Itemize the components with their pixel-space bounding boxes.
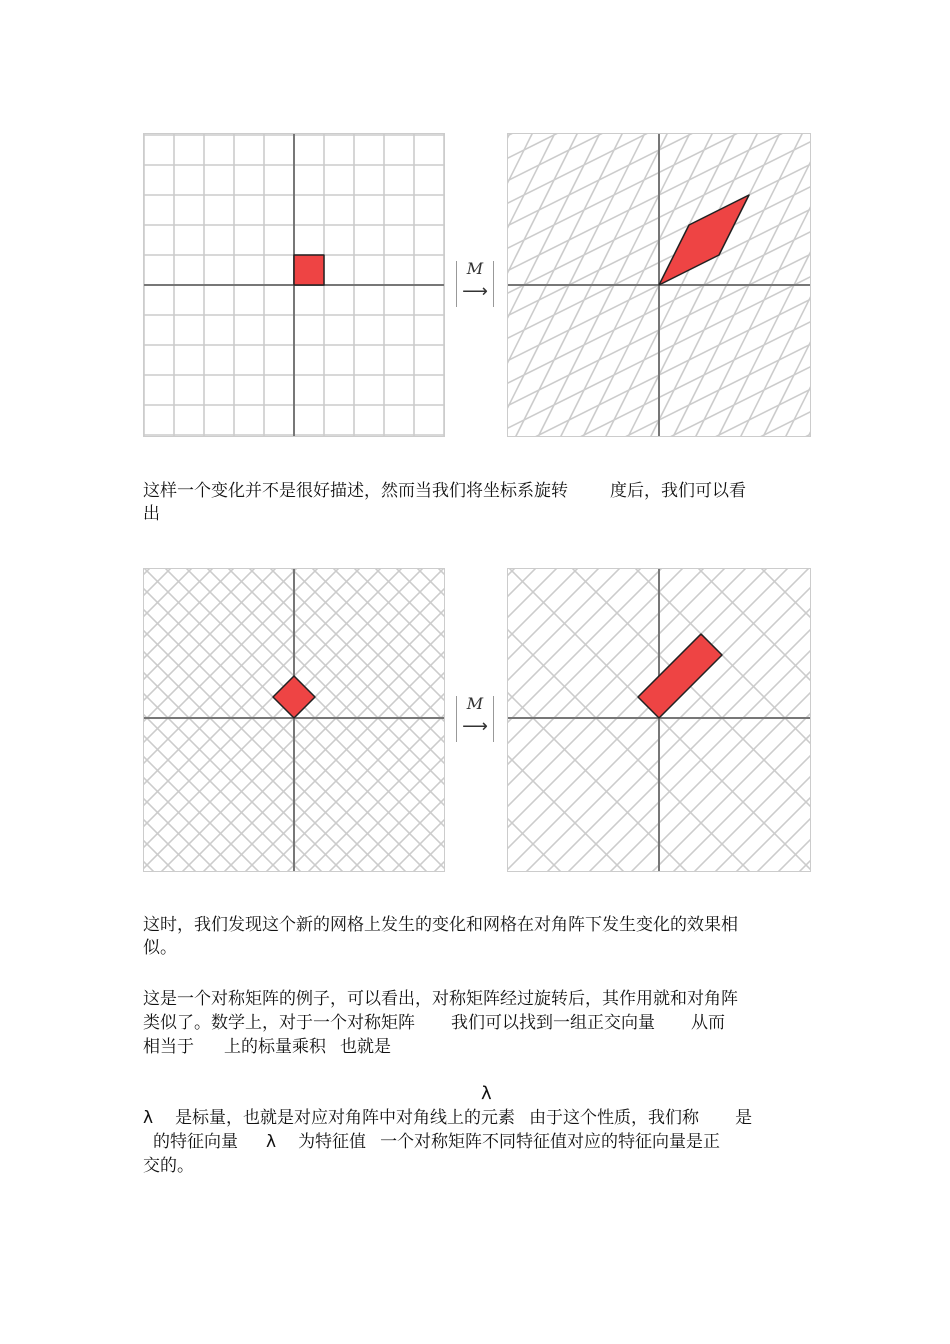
paragraph-3-line-1: 这是一个对称矩阵的例子，可以看出，对称矩阵经过旋转后，其作用就和对角阵 (143, 989, 738, 1009)
parallelogram (659, 195, 749, 285)
grid-rotated-svg (143, 568, 445, 872)
paragraph-2-line-2: 似。 (143, 938, 177, 958)
paragraph-3-line-3: 相当于 上的标量乘积 也就是 (143, 1037, 391, 1057)
transform-arrow-2 (456, 694, 494, 744)
paragraph-4-line-1: λ 是标量，也就是对应对角阵中对角线上的元素 由于这个性质，我们称 是 (143, 1108, 753, 1128)
unit-square (294, 255, 324, 285)
transform-arrow-1 (456, 259, 494, 309)
paragraph-3-line-2: 类似了。数学上，对于一个对称矩阵 我们可以找到一组正交向量 从而 (143, 1013, 725, 1033)
lambda-symbol: λ (481, 1083, 492, 1104)
figure-grid-rotated (143, 568, 445, 872)
arrow-icon: ⟶ (462, 281, 488, 302)
figure-grid-transformed (507, 133, 811, 437)
figure-grid-rotated-transformed (507, 568, 811, 872)
arrow-icon: ⟶ (462, 716, 488, 737)
matrix-label: M (466, 694, 484, 713)
grid-rotated-transformed-svg (507, 568, 811, 872)
paragraph-2-line-1: 这时，我们发现这个新的网格上发生的变化和网格在对角阵下发生变化的效果相 (143, 915, 738, 935)
grid-original-svg (143, 133, 445, 437)
matrix-label: M (466, 259, 484, 278)
paragraph-1-line-1: 这样一个变化并不是很好描述，然而当我们将坐标系旋转 度后，我们可以看 (143, 481, 746, 501)
grid-transformed-svg (507, 133, 811, 437)
paragraph-4-line-3: 交的。 (143, 1156, 194, 1176)
paragraph-4-line-2: 的特征向量 λ 为特征值 一个对称矩阵不同特征值对应的特征向量是正 (153, 1132, 721, 1152)
figure-grid-original (143, 133, 445, 437)
paragraph-1-line-2: 出 (143, 504, 160, 524)
